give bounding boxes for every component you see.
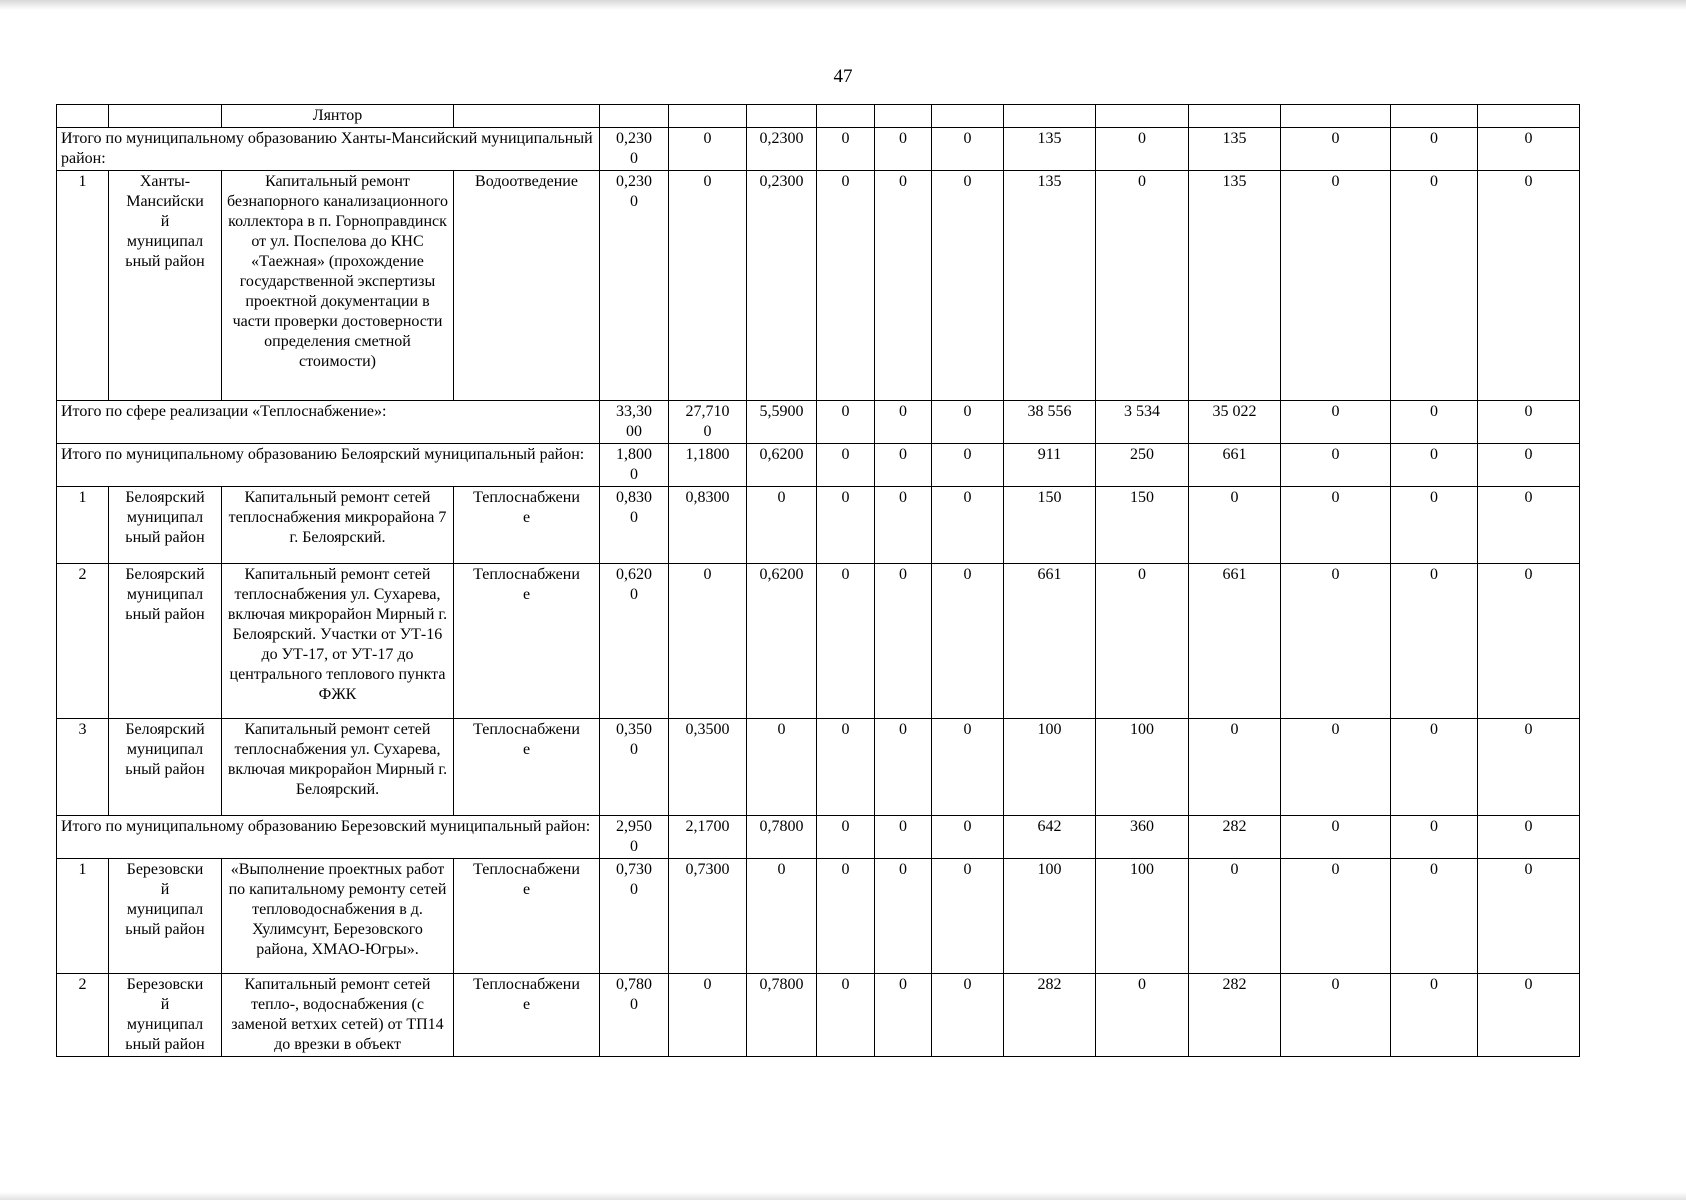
value-cell: 0 xyxy=(875,171,932,401)
value-cell: 0 xyxy=(1478,171,1580,401)
table-cell xyxy=(600,105,669,128)
value-cell: 0 xyxy=(817,564,875,719)
value-cell: 0 xyxy=(1189,859,1281,974)
value-cell: 0 xyxy=(1189,719,1281,816)
value-cell: 0 xyxy=(1478,816,1580,859)
value-cell: 0,730 0 xyxy=(600,859,669,974)
table-row xyxy=(57,974,1580,1057)
value-cell: 661 xyxy=(1004,564,1096,719)
value-cell: 0 xyxy=(875,719,932,816)
value-cell: 0 xyxy=(1391,401,1478,444)
value-cell: 0 xyxy=(817,974,875,1057)
value-cell: 0 xyxy=(1096,128,1189,171)
project-description: Капитальный ремонт сетей теплоснабжения микрорайона 7 г. Белоярский. xyxy=(222,487,454,564)
row-number: 3 xyxy=(57,719,109,816)
value-cell: 0 xyxy=(1391,128,1478,171)
table-row xyxy=(57,859,1580,974)
value-cell: 0 xyxy=(817,859,875,974)
table-row xyxy=(57,171,1580,401)
value-cell: 150 xyxy=(1096,487,1189,564)
value-cell: 0 xyxy=(932,444,1004,487)
project-description: «Выполнение проектных работ по капитальному ремонту сетей тепловодоснабжения в д. Хулимсунт, Березовского района, ХМАО-Югры». xyxy=(222,859,454,974)
value-cell: 0 xyxy=(1391,816,1478,859)
value-cell: 0 xyxy=(1281,444,1391,487)
district-name: Белоярский муниципал ьный район xyxy=(109,719,222,816)
value-cell: 2,950 0 xyxy=(600,816,669,859)
location-label: Лянтор xyxy=(222,105,454,128)
table-cell xyxy=(454,105,600,128)
value-cell: 0 xyxy=(1281,859,1391,974)
value-cell: 0,2300 xyxy=(747,128,817,171)
value-cell: 100 xyxy=(1096,859,1189,974)
value-cell: 0 xyxy=(1391,171,1478,401)
value-cell: 282 xyxy=(1004,974,1096,1057)
total-row xyxy=(57,816,1580,859)
value-cell: 0 xyxy=(932,719,1004,816)
value-cell: 0 xyxy=(669,974,747,1057)
value-cell: 0 xyxy=(1478,974,1580,1057)
value-cell: 0 xyxy=(1478,401,1580,444)
table-cell xyxy=(932,105,1004,128)
value-cell: 135 xyxy=(1004,171,1096,401)
value-cell: 0 xyxy=(1281,719,1391,816)
value-cell: 0 xyxy=(1281,171,1391,401)
district-name: Ханты- Мансийски й муниципал ьный район xyxy=(109,171,222,401)
value-cell: 35 022 xyxy=(1189,401,1281,444)
value-cell: 3 534 xyxy=(1096,401,1189,444)
value-cell: 1,1800 xyxy=(669,444,747,487)
value-cell: 0 xyxy=(875,444,932,487)
value-cell: 0 xyxy=(669,171,747,401)
value-cell: 0 xyxy=(875,401,932,444)
value-cell: 360 xyxy=(1096,816,1189,859)
value-cell: 0 xyxy=(1478,719,1580,816)
value-cell: 0 xyxy=(817,816,875,859)
value-cell: 0,350 0 xyxy=(600,719,669,816)
value-cell: 0 xyxy=(1281,487,1391,564)
value-cell: 0 xyxy=(1478,859,1580,974)
value-cell: 38 556 xyxy=(1004,401,1096,444)
value-cell: 0 xyxy=(1391,564,1478,719)
value-cell: 27,710 0 xyxy=(669,401,747,444)
table-cell xyxy=(1478,105,1580,128)
total-label: Итого по муниципальному образованию Березовский муниципальный район: xyxy=(57,816,600,859)
value-cell: 0 xyxy=(1281,816,1391,859)
value-cell: 282 xyxy=(1189,816,1281,859)
value-cell: 0,830 0 xyxy=(600,487,669,564)
value-cell: 0 xyxy=(669,564,747,719)
value-cell: 0 xyxy=(875,859,932,974)
value-cell: 0 xyxy=(747,719,817,816)
value-cell: 150 xyxy=(1004,487,1096,564)
table-cell xyxy=(1391,105,1478,128)
value-cell: 135 xyxy=(1189,128,1281,171)
value-cell: 0 xyxy=(1478,444,1580,487)
value-cell: 642 xyxy=(1004,816,1096,859)
value-cell: 0 xyxy=(817,128,875,171)
table-cell xyxy=(1004,105,1096,128)
value-cell: 0 xyxy=(1096,564,1189,719)
district-name: Белоярский муниципал ьный район xyxy=(109,564,222,719)
value-cell: 0 xyxy=(932,859,1004,974)
value-cell: 0 xyxy=(817,401,875,444)
total-label: Итого по сфере реализации «Теплоснабжение»: xyxy=(57,401,600,444)
table-cell xyxy=(1281,105,1391,128)
sphere-name: Теплоснабжени е xyxy=(454,859,600,974)
value-cell: 0 xyxy=(1281,128,1391,171)
value-cell: 0,7800 xyxy=(747,974,817,1057)
value-cell: 0 xyxy=(1478,128,1580,171)
total-label: Итого по муниципальному образованию Ханты-Мансийский муниципальный район: xyxy=(57,128,600,171)
value-cell: 0,230 0 xyxy=(600,128,669,171)
table-row xyxy=(57,564,1580,719)
total-row xyxy=(57,401,1580,444)
value-cell: 0 xyxy=(932,816,1004,859)
value-cell: 0 xyxy=(932,564,1004,719)
value-cell: 0 xyxy=(1096,974,1189,1057)
sphere-name: Теплоснабжени е xyxy=(454,487,600,564)
project-description: Капитальный ремонт сетей тепло-, водоснабжения (с заменой ветхих сетей) от ТП14 до врезки в объект xyxy=(222,974,454,1057)
total-row xyxy=(57,128,1580,171)
value-cell: 0 xyxy=(1281,974,1391,1057)
value-cell: 911 xyxy=(1004,444,1096,487)
value-cell: 0 xyxy=(932,171,1004,401)
value-cell: 0,3500 xyxy=(669,719,747,816)
value-cell: 0 xyxy=(875,487,932,564)
district-name: Березовски й муниципал ьный район xyxy=(109,974,222,1057)
table-cell xyxy=(817,105,875,128)
table-row xyxy=(57,719,1580,816)
value-cell: 0 xyxy=(1391,974,1478,1057)
table-cell xyxy=(747,105,817,128)
project-description: Капитальный ремонт сетей теплоснабжения ул. Сухарева, включая микрорайон Мирный г. Белоярский. xyxy=(222,719,454,816)
row-number: 2 xyxy=(57,974,109,1057)
value-cell: 250 xyxy=(1096,444,1189,487)
value-cell: 5,5900 xyxy=(747,401,817,444)
table-cell xyxy=(57,105,109,128)
value-cell: 0 xyxy=(875,564,932,719)
value-cell: 135 xyxy=(1189,171,1281,401)
value-cell: 0 xyxy=(747,487,817,564)
value-cell: 0 xyxy=(1391,444,1478,487)
value-cell: 0 xyxy=(1391,719,1478,816)
budget-table xyxy=(56,104,1580,1057)
sphere-name: Теплоснабжени е xyxy=(454,564,600,719)
total-label: Итого по муниципальному образованию Белоярский муниципальный район: xyxy=(57,444,600,487)
value-cell: 0 xyxy=(817,719,875,816)
value-cell: 0,6200 xyxy=(747,564,817,719)
continuation-header-row xyxy=(57,105,1580,128)
district-name: Березовски й муниципал ьный район xyxy=(109,859,222,974)
project-description: Капитальный ремонт сетей теплоснабжения ул. Сухарева, включая микрорайон Мирный г. Белоярский. Участки от УТ-16 до УТ-17, от УТ-17 до центрального теплового пункта ФЖК xyxy=(222,564,454,719)
row-number: 1 xyxy=(57,859,109,974)
value-cell: 100 xyxy=(1096,719,1189,816)
value-cell: 0 xyxy=(1478,564,1580,719)
value-cell: 0 xyxy=(1391,859,1478,974)
table-cell xyxy=(669,105,747,128)
value-cell: 0,7800 xyxy=(747,816,817,859)
value-cell: 0 xyxy=(1478,487,1580,564)
value-cell: 0 xyxy=(932,128,1004,171)
value-cell: 2,1700 xyxy=(669,816,747,859)
value-cell: 0 xyxy=(817,171,875,401)
value-cell: 0 xyxy=(932,487,1004,564)
value-cell: 661 xyxy=(1189,564,1281,719)
table-cell xyxy=(109,105,222,128)
value-cell: 0,230 0 xyxy=(600,171,669,401)
row-number: 1 xyxy=(57,487,109,564)
value-cell: 0 xyxy=(1281,401,1391,444)
value-cell: 0,6200 xyxy=(747,444,817,487)
value-cell: 0 xyxy=(1391,487,1478,564)
value-cell: 100 xyxy=(1004,719,1096,816)
value-cell: 33,30 00 xyxy=(600,401,669,444)
page-number: 47 xyxy=(833,66,853,87)
value-cell: 0 xyxy=(875,974,932,1057)
sphere-name: Теплоснабжени е xyxy=(454,974,600,1057)
district-name: Белоярский муниципал ьный район xyxy=(109,487,222,564)
value-cell: 661 xyxy=(1189,444,1281,487)
scan-edge-bottom xyxy=(0,1192,1686,1200)
value-cell: 1,800 0 xyxy=(600,444,669,487)
value-cell: 0 xyxy=(1281,564,1391,719)
table-cell xyxy=(1189,105,1281,128)
value-cell: 0 xyxy=(875,128,932,171)
value-cell: 0 xyxy=(932,974,1004,1057)
project-description: Капитальный ремонт безнапорного канализационного коллектора в п. Горноправдинск от ул. Поспелова до КНС «Таежная» (прохождение государственной экспертизы проектной документации в части проверки достоверности определения сметной стоимости) xyxy=(222,171,454,401)
value-cell: 0 xyxy=(669,128,747,171)
value-cell: 0 xyxy=(875,816,932,859)
value-cell: 135 xyxy=(1004,128,1096,171)
value-cell: 0,2300 xyxy=(747,171,817,401)
scan-edge-top xyxy=(0,0,1686,10)
value-cell: 0 xyxy=(817,487,875,564)
value-cell: 0 xyxy=(1096,171,1189,401)
value-cell: 0,780 0 xyxy=(600,974,669,1057)
value-cell: 0 xyxy=(817,444,875,487)
value-cell: 0,8300 xyxy=(669,487,747,564)
table-cell xyxy=(1096,105,1189,128)
value-cell: 0 xyxy=(747,859,817,974)
row-number: 2 xyxy=(57,564,109,719)
table-row xyxy=(57,487,1580,564)
value-cell: 282 xyxy=(1189,974,1281,1057)
sphere-name: Водоотведение xyxy=(454,171,600,401)
value-cell: 0 xyxy=(1189,487,1281,564)
table-cell xyxy=(875,105,932,128)
total-row xyxy=(57,444,1580,487)
value-cell: 0,7300 xyxy=(669,859,747,974)
value-cell: 0 xyxy=(932,401,1004,444)
row-number: 1 xyxy=(57,171,109,401)
value-cell: 0,620 0 xyxy=(600,564,669,719)
value-cell: 100 xyxy=(1004,859,1096,974)
sphere-name: Теплоснабжени е xyxy=(454,719,600,816)
